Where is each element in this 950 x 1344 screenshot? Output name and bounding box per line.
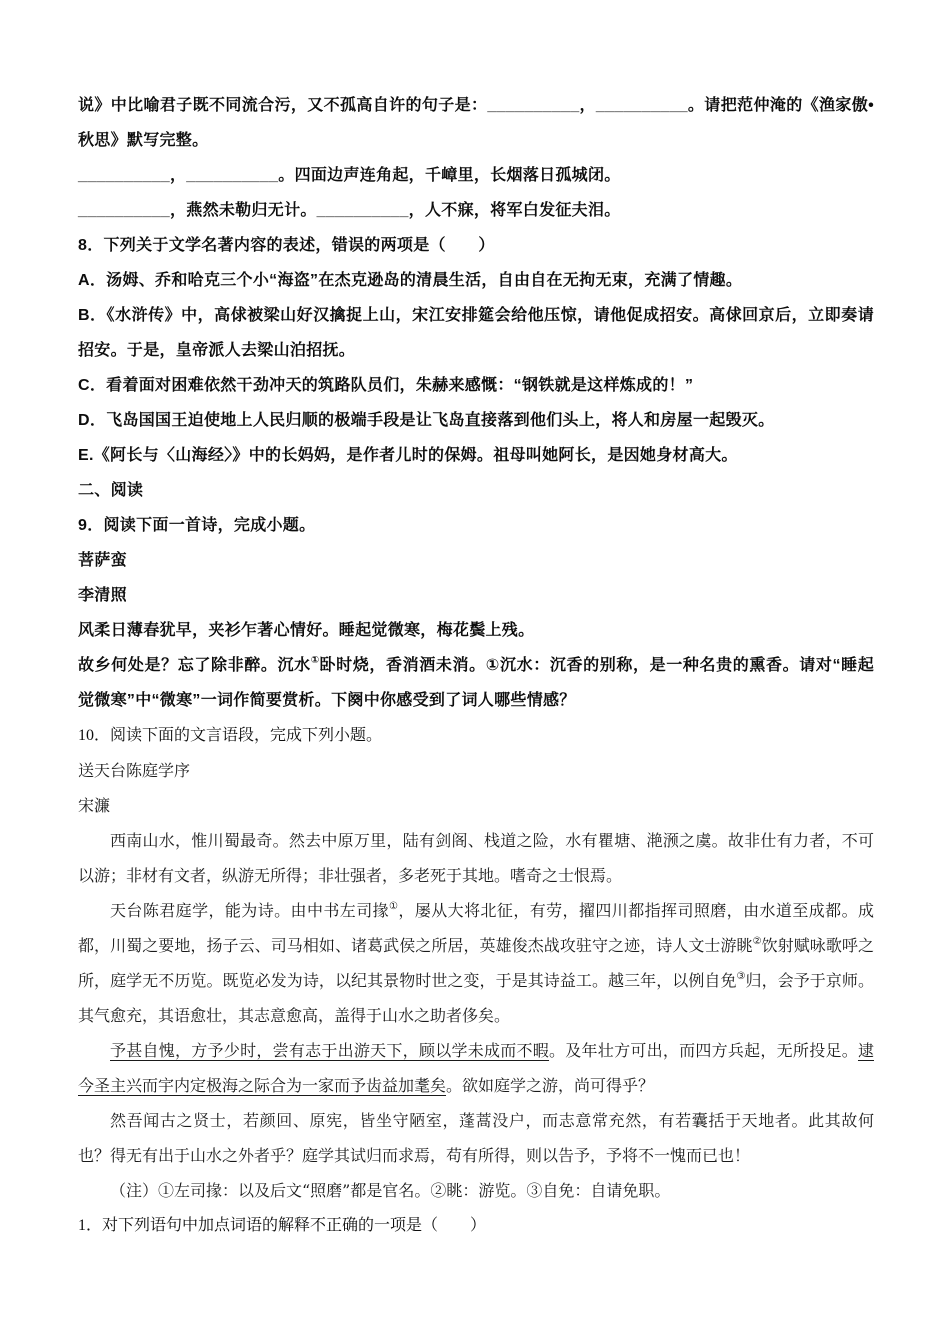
text-segment-normal: 菩萨蛮 <box>78 552 127 569</box>
question-8-stem <box>78 228 874 263</box>
text-segment-normal: __________，__________。四面边声连角起，千嶂里，长烟落日孤城闭。 <box>78 167 621 184</box>
poem-line-1 <box>78 613 874 648</box>
text-segment-underline: 逮今圣主兴而宇内定极海之际合为一家而予齿益加耄矣 <box>78 1041 874 1095</box>
question-8-option-b <box>78 298 874 368</box>
text-segment-normal: D．飞岛国国王迫使地上人民归顺的极端手段是让飞岛直接落到他们头上，将人和房屋一起毁灭。 <box>78 412 775 429</box>
text-segment-normal: __________，燕然未勒归无计。__________，人不寐，将军白发征夫泪。 <box>78 202 621 219</box>
passage-paragraph-1 <box>78 823 874 893</box>
text-segment-normal: ，屡从大将北征，有劳，擢四川都指挥司照磨，由水道至成都。成都，川蜀之要地，扬子云、司马相如、诸葛武侯之所居，英雄俊杰战攻驻守之迹，诗人文士游眺 <box>78 901 874 955</box>
text-segment-sup: ③ <box>736 971 746 982</box>
text-segment-sup: ① <box>389 901 399 912</box>
question-8-option-e <box>78 438 874 473</box>
section-heading-reading <box>78 473 874 508</box>
text-segment-normal: 9．阅读下面一首诗，完成小题。 <box>78 517 316 534</box>
text-segment-normal: 故乡何处是？忘了除非醉。沉水 <box>78 657 311 674</box>
text-segment-normal: 饮射赋咏歌呼之所，庭学无不历览。既览必发为诗，以纪其景物时世之变，于是其诗益工。越三年，以例自免 <box>78 936 874 990</box>
question-9-stem <box>78 508 874 543</box>
text-segment-normal: 1．对下列语句中加点词语的解释不正确的一项是（ ） <box>78 1217 487 1234</box>
text-segment-normal: 归，会予于京师。其气愈充，其语愈壮，其志意愈高，盖得于山水之助者侈矣。 <box>78 971 874 1025</box>
dictation-line-1 <box>78 158 874 193</box>
text-segment-normal: 天台陈君庭学，能为诗。由中书左司掾 <box>110 901 390 920</box>
text-segment-normal: 宋濂 <box>78 796 111 815</box>
passage-paragraph-4 <box>78 1103 874 1173</box>
text-segment-normal: 说》中比喻君子既不同流合污，又不孤高自许的句子是：__________，__________。请把范仲淹的《渔家傲•秋思》默写完整。 <box>78 97 874 149</box>
text-segment-normal: 。欲如庭学之游，尚可得乎？ <box>446 1076 655 1095</box>
passage-author <box>78 788 874 823</box>
question-1-stem <box>78 1208 874 1243</box>
text-segment-normal: 送天台陈庭学序 <box>78 761 191 780</box>
text-segment-normal: E.《阿长与〈山海经〉》中的长妈妈，是作者儿时的保姆。祖母叫她阿长，是因她身材高大。 <box>78 447 738 464</box>
text-segment-normal: 。及年壮方可出，而四方兵起，无所投足。 <box>549 1041 858 1060</box>
question-8-option-c <box>78 368 874 403</box>
text-segment-normal: 西南山水，惟川蜀最奇。然去中原万里，陆有剑阁、栈道之险，水有瞿塘、滟滪之虞。故非仕有力者，不可以游；非材有文者，纵游无所得；非壮强者，多老死于其地。嗜奇之士恨焉。 <box>78 831 874 885</box>
text-segment-sup: ② <box>752 936 762 947</box>
passage-paragraph-2 <box>78 893 874 1033</box>
question-8-option-a <box>78 263 874 298</box>
document-body <box>78 88 874 1243</box>
dictation-line-2 <box>78 193 874 228</box>
text-segment-sup: ① <box>310 655 320 666</box>
text-segment-normal: 李清照 <box>78 587 127 604</box>
text-segment-normal: 然吾闻古之贤士，若颜回、原宪，皆坐守陋室，蓬蒿没户，而志意常充然，有若囊括于天地者。此其故何也？得无有出于山水之外者乎？庭学其试归而求焉，苟有所得，则以告予，予将不一愧而已也！ <box>78 1111 874 1165</box>
text-segment-normal: B．《水浒传》中，高俅被梁山好汉擒捉上山，宋江安排筵会给他压惊，请他促成招安。高俅回京后，立即奏请招安。于是，皇帝派人去梁山泊招抚。 <box>78 307 874 359</box>
text-segment-normal: 10．阅读下面的文言语段，完成下列小题。 <box>78 727 383 744</box>
passage-notes <box>78 1173 874 1208</box>
question-10-stem <box>78 718 874 753</box>
question-7-continuation <box>78 88 874 158</box>
text-segment-normal: 风柔日薄春犹早，夹衫乍著心情好。睡起觉微寒，梅花鬓上残。 <box>78 622 535 639</box>
poem-title <box>78 543 874 578</box>
text-segment-normal: A．汤姆、乔和哈克三个小“海盗”在杰克逊岛的清晨生活，自由自在无拘无束，充满了情趣。 <box>78 272 743 289</box>
text-segment-normal: （注）①左司掾：以及后文“照磨”都是官名。②眺：游览。③自免：自请免职。 <box>110 1181 671 1200</box>
passage-paragraph-3 <box>78 1033 874 1103</box>
poem-line-2-note-and-questions <box>78 648 874 718</box>
poem-author <box>78 578 874 613</box>
text-segment-normal: 卧时烧，香消酒未消。①沉水：沉香的别称，是一种名贵的熏香。请对“睡起觉微寒”中“微寒”一词作简要赏析。下阕中你感受到了词人哪些情感？ <box>78 657 875 709</box>
text-segment-normal: 二、阅读 <box>78 482 144 499</box>
text-segment-normal: C．看着面对困难依然干劲冲天的筑路队员们，朱赫来感慨：“钢铁就是这样炼成的！” <box>78 377 694 394</box>
passage-title <box>78 753 874 788</box>
question-8-option-d <box>78 403 874 438</box>
text-segment-underline: 予甚自愧，方予少时，尝有志于出游天下，顾以学未成而不暇 <box>110 1041 550 1060</box>
text-segment-normal: 8．下列关于文学名著内容的表述，错误的两项是（ ） <box>78 237 495 254</box>
